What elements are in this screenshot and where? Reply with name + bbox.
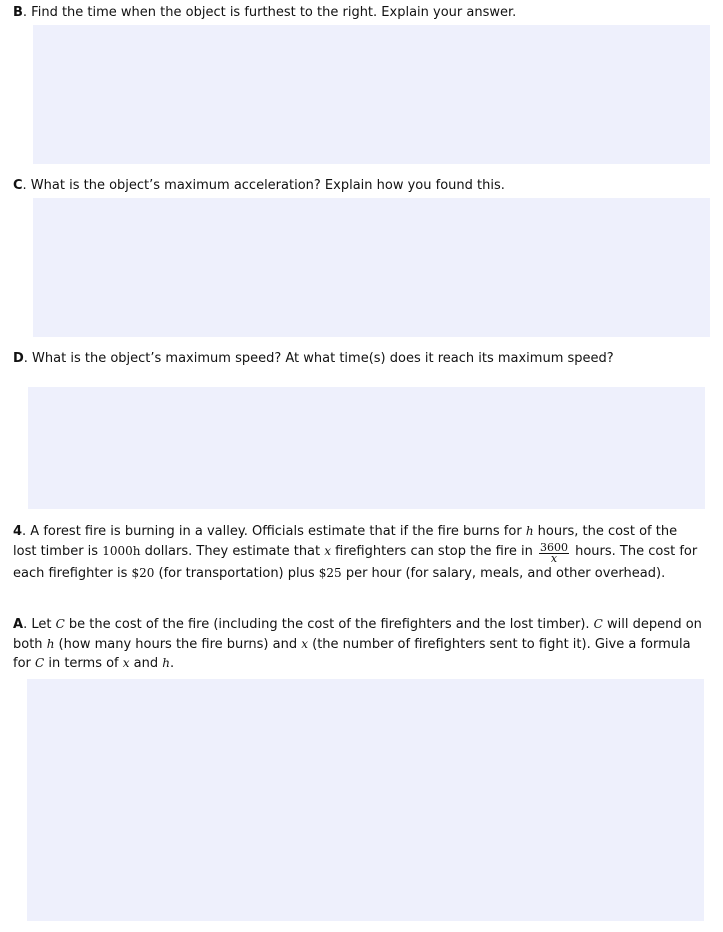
answer-box-a[interactable] (27, 679, 704, 921)
question-d-label: D (13, 351, 24, 366)
problem-4-text-3: dollars. They estimate that (140, 543, 325, 559)
question-a-text-5: (the number of firefighters sent to fight it). Give a formula for (13, 636, 691, 671)
answer-box-c[interactable] (33, 198, 710, 337)
question-b (13, 4, 516, 22)
var-x: x (324, 543, 332, 558)
amount-20: $20 (131, 565, 155, 580)
var-c: C (55, 617, 65, 631)
var-x-2: x (122, 656, 130, 670)
problem-4-label: 4 (13, 524, 23, 539)
question-a-text-7: and (129, 656, 163, 671)
problem-4-text-7: per hour (for salary, meals, and other overhead). (341, 565, 666, 581)
amount-25: $25 (318, 565, 342, 580)
problem-4-text-5: hours. The cost for each firefighter is (13, 543, 698, 581)
problem-4-text-6: (for transportation) plus (154, 565, 319, 581)
question-a-text-8: . (170, 656, 175, 671)
var-h: h (46, 636, 55, 651)
question-a-text-4: (how many hours the fire burns) and (54, 636, 302, 652)
var-x: x (301, 636, 308, 651)
question-b-text: . Find the time when the object is furthest to the right. Explain your answer. (22, 5, 517, 20)
var-h: h (525, 524, 534, 538)
question-a-text-6: in terms of (44, 656, 123, 671)
expr-1000h: 1000h (102, 543, 141, 558)
question-c (13, 177, 505, 195)
problem-4-text-4: firefighters can stop the fire in (331, 543, 537, 559)
question-a-text-3: will depend on both (13, 617, 702, 652)
problem-4-text-1: . A forest fire is burning in a valley. Officials estimate that if the fire burns for (22, 524, 526, 539)
question-a (13, 615, 703, 674)
problem-4 (13, 522, 703, 583)
fraction-denominator: x (550, 551, 558, 565)
var-h-2: h (162, 656, 171, 670)
fraction-3600-over-x (539, 540, 569, 565)
var-c-2: C (593, 617, 603, 631)
var-c-3: C (35, 656, 45, 670)
answer-box-d[interactable] (28, 387, 705, 509)
question-a-label: A (13, 617, 24, 632)
question-c-text: . What is the object’s maximum acceleration? Explain how you found this. (22, 178, 505, 193)
question-b-label: B (13, 5, 23, 20)
question-a-text-2: be the cost of the fire (including the cost of the firefighters and the lost timber). (64, 617, 594, 632)
fraction-numerator: 3600 (539, 540, 568, 554)
answer-box-b[interactable] (33, 25, 710, 164)
question-a-text-1: . Let (23, 617, 56, 632)
question-c-label: C (13, 178, 23, 193)
question-d (13, 350, 614, 368)
problem-4-text-2: hours, the cost of the lost timber is (13, 524, 678, 559)
question-d-text: . What is the object’s maximum speed? At what time(s) does it reach its maximum speed? (23, 351, 614, 366)
